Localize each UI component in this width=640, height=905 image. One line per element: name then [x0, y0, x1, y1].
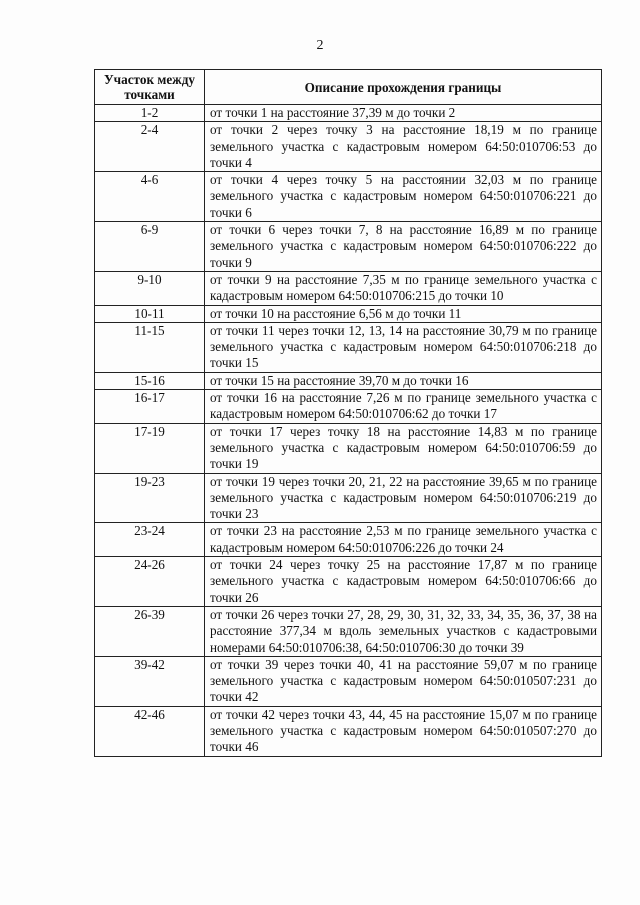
segment-cell: 16-17 — [95, 390, 205, 424]
table-row — [95, 523, 602, 557]
table-row — [95, 706, 602, 756]
segment-cell: 15-16 — [95, 372, 205, 389]
segment-cell: 23-24 — [95, 523, 205, 557]
segment-cell: 17-19 — [95, 423, 205, 473]
description-cell: от точки 2 через точку 3 на расстояние 18,19 м по границе земельного участка с кадастровым номером 64:50:010706:53 до точки 4 — [205, 122, 602, 172]
description-cell: от точки 11 через точки 12, 13, 14 на расстояние 30,79 м по границе земельного участка с кадастровым номером 64:50:010706:218 до точки 15 — [205, 322, 602, 372]
table-row — [95, 305, 602, 322]
description-cell: от точки 23 на расстояние 2,53 м по границе земельного участка с кадастровым номером 64:50:010706:226 до точки 24 — [205, 523, 602, 557]
description-cell: от точки 42 через точки 43, 44, 45 на расстояние 15,07 м по границе земельного участка с кадастровым номером 64:50:010507:270 до точки 46 — [205, 706, 602, 756]
segment-cell: 19-23 — [95, 473, 205, 523]
segment-cell: 39-42 — [95, 656, 205, 706]
segment-cell: 1-2 — [95, 105, 205, 122]
description-cell: от точки 15 на расстояние 39,70 м до точки 16 — [205, 372, 602, 389]
header-segment: Участок между точками — [95, 70, 205, 105]
table-row — [95, 372, 602, 389]
segment-cell: 6-9 — [95, 222, 205, 272]
description-cell: от точки 26 через точки 27, 28, 29, 30, 31, 32, 33, 34, 35, 36, 37, 38 на расстояние 377,34 м вдоль земельных участков с кадастровыми номерами 64:50:010706:38, 64:50:010706:30 до точки 39 — [205, 606, 602, 656]
table-row — [95, 322, 602, 372]
table-row — [95, 473, 602, 523]
description-cell: от точки 19 через точки 20, 21, 22 на расстояние 39,65 м по границе земельного участка с кадастровым номером 64:50:010706:219 до точки 23 — [205, 473, 602, 523]
description-cell: от точки 1 на расстояние 37,39 м до точки 2 — [205, 105, 602, 122]
table-row — [95, 557, 602, 607]
description-cell: от точки 24 через точку 25 на расстояние 17,87 м по границе земельного участка с кадастровым номером 64:50:010706:66 до точки 26 — [205, 557, 602, 607]
segment-cell: 10-11 — [95, 305, 205, 322]
table-row — [95, 271, 602, 305]
description-cell: от точки 4 через точку 5 на расстоянии 32,03 м по границе земельного участка с кадастровым номером 64:50:010706:221 до точки 6 — [205, 172, 602, 222]
table-row — [95, 222, 602, 272]
description-cell: от точки 6 через точки 7, 8 на расстояние 16,89 м по границе земельного участка с кадастровым номером 64:50:010706:222 до точки 9 — [205, 222, 602, 272]
description-cell: от точки 17 через точку 18 на расстояние 14,83 м по границе земельного участка с кадастровым номером 64:50:010706:59 до точки 19 — [205, 423, 602, 473]
description-cell: от точки 16 на расстояние 7,26 м по границе земельного участка с кадастровым номером 64:50:010706:62 до точки 17 — [205, 390, 602, 424]
table-row — [95, 122, 602, 172]
segment-cell: 24-26 — [95, 557, 205, 607]
segment-cell: 9-10 — [95, 271, 205, 305]
description-cell: от точки 9 на расстояние 7,35 м по границе земельного участка с кадастровым номером 64:50:010706:215 до точки 10 — [205, 271, 602, 305]
table-row — [95, 172, 602, 222]
segment-cell: 42-46 — [95, 706, 205, 756]
description-cell: от точки 39 через точки 40, 41 на расстояние 59,07 м по границе земельного участка с кадастровым номером 64:50:010507:231 до точки 42 — [205, 656, 602, 706]
table-row — [95, 656, 602, 706]
segment-cell: 11-15 — [95, 322, 205, 372]
table-row — [95, 390, 602, 424]
header-description: Описание прохождения границы — [205, 70, 602, 105]
table-row — [95, 606, 602, 656]
boundary-description-table — [94, 69, 602, 757]
segment-cell: 4-6 — [95, 172, 205, 222]
description-cell: от точки 10 на расстояние 6,56 м до точки 11 — [205, 305, 602, 322]
table-body — [95, 105, 602, 757]
page-number: 2 — [316, 38, 324, 53]
table-row — [95, 423, 602, 473]
table-header-row — [95, 70, 602, 105]
segment-cell: 2-4 — [95, 122, 205, 172]
segment-cell: 26-39 — [95, 606, 205, 656]
table-row — [95, 105, 602, 122]
